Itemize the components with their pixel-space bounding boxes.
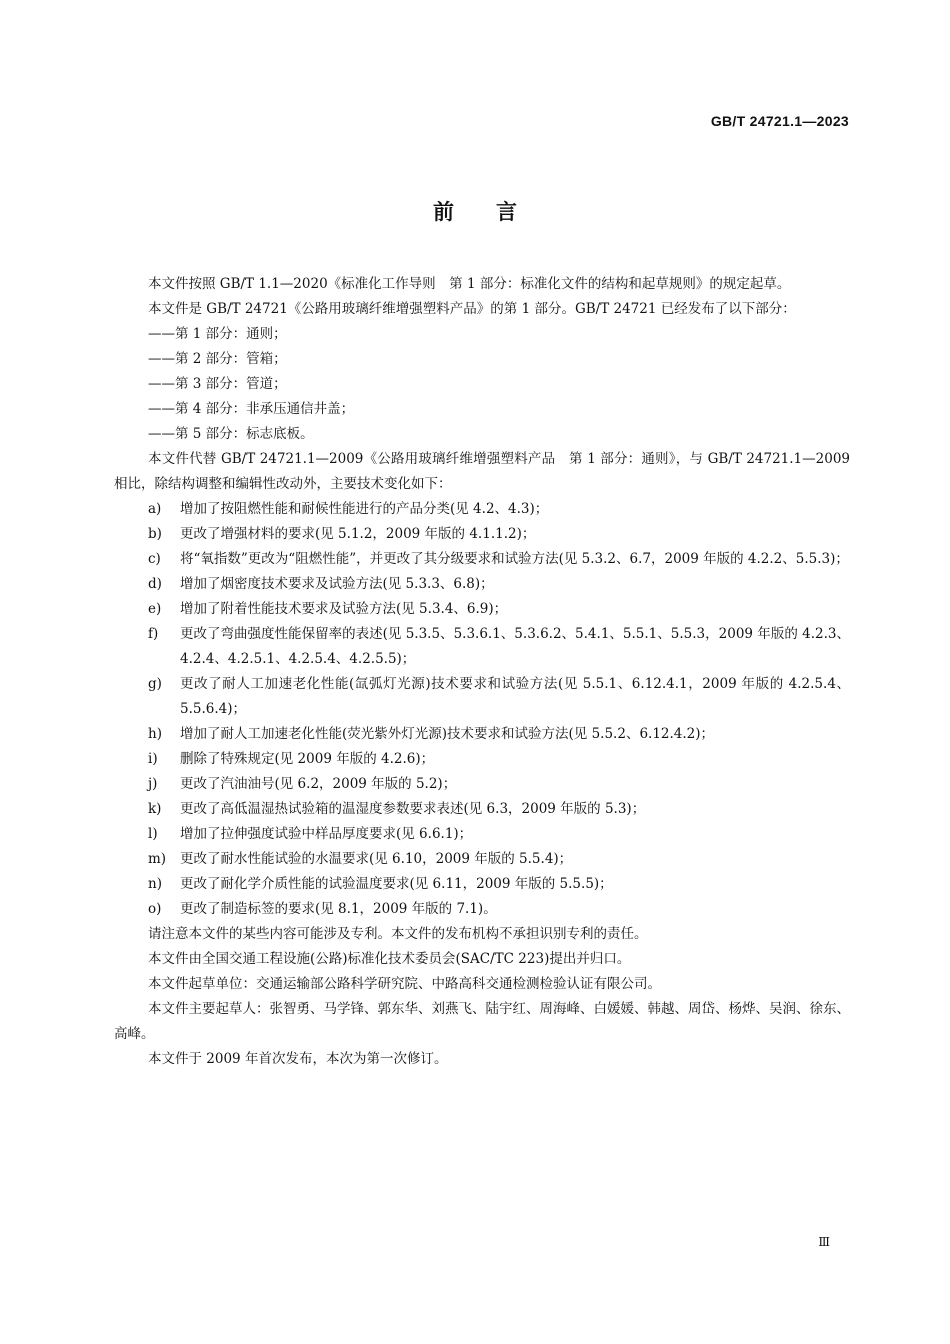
change-item-marker: c) — [148, 551, 161, 567]
change-item-marker: f) — [148, 626, 159, 642]
parts-list-item: ——第 2 部分：管箱； — [148, 351, 287, 367]
change-item-text: 更改了汽油油号(见 6.2，2009 年版的 5.2)； — [180, 776, 457, 792]
change-item-text: 增加了拉伸强度试验中样品厚度要求(见 6.6.1)； — [180, 826, 473, 842]
change-item-marker: o) — [148, 901, 162, 917]
foreword-body — [114, 272, 850, 1072]
change-item-text: 更改了耐化学介质性能的试验温度要求(见 6.11，2009 年版的 5.5.5)； — [180, 876, 613, 892]
changes-list — [114, 497, 850, 922]
page-title: 前言 — [433, 200, 559, 224]
change-item-text: 更改了耐水性能试验的水温要求(见 6.10，2009 年版的 5.5.4)； — [180, 851, 573, 867]
change-item-text: 更改了弯曲强度性能保留率的表述(见 5.3.5、5.3.6.1、5.3.6.2、5.4.1、5.5.1、5.5.3，2009 年版的 4.2.3、4.2.4、4.2.5.1、4.2.5.4、4.2.5.5)； — [180, 626, 850, 667]
change-item — [114, 897, 850, 922]
change-item-marker: d) — [148, 576, 162, 592]
change-item-marker: a) — [148, 501, 162, 517]
change-item-marker: n) — [148, 876, 162, 892]
intro-paragraph-2: 本文件是 GB/T 24721《公路用玻璃纤维增强塑料产品》的第 1 部分。GB/T 24721 已经发布了以下部分： — [148, 301, 796, 317]
page-number: Ⅲ — [818, 1235, 830, 1249]
change-item — [114, 872, 850, 897]
change-item-text: 增加了按阻燃性能和耐候性能进行的产品分类(见 4.2、4.3)； — [180, 501, 549, 517]
change-item-marker: l) — [148, 826, 158, 842]
change-item-marker: g) — [148, 676, 162, 692]
change-item-text: 更改了耐人工加速老化性能(氙弧灯光源)技术要求和试验方法(见 5.5.1、6.12.4.1，2009 年版的 4.2.5.4、5.5.6.4)； — [180, 676, 850, 717]
change-item-text: 更改了制造标签的要求(见 8.1，2009 年版的 7.1)。 — [180, 901, 497, 917]
intro-paragraph-1: 本文件按照 GB/T 1.1—2020《标准化工作导则 第 1 部分：标准化文件的结构和起草规则》的规定起草。 — [148, 276, 791, 292]
parts-list-item: ——第 1 部分：通则； — [148, 326, 287, 342]
change-item — [114, 572, 850, 597]
change-item — [114, 847, 850, 872]
change-item — [114, 722, 850, 747]
drafting-units-paragraph: 本文件起草单位：交通运输部公路科学研究院、中路高科交通检测检验认证有限公司。 — [148, 976, 661, 992]
change-item-marker: b) — [148, 526, 162, 542]
change-item-text: 将“氧指数”更改为“阻燃性能”，并更改了其分级要求和试验方法(见 5.3.2、6.7，2009 年版的 4.2.2、5.5.3)； — [180, 551, 849, 567]
change-item-text: 增加了烟密度技术要求及试验方法(见 5.3.3、6.8)； — [180, 576, 494, 592]
history-paragraph: 本文件于 2009 年首次发布，本次为第一次修订。 — [148, 1051, 448, 1067]
changes-intro-paragraph: 本文件代替 GB/T 24721.1—2009《公路用玻璃纤维增强塑料产品 第 1 部分：通则》，与 GB/T 24721.1—2009 相比，除结构调整和编辑性改动外，主要技术变化如下： — [114, 451, 850, 492]
parts-list-item: ——第 4 部分：非承压通信井盖； — [148, 401, 355, 417]
change-item — [114, 822, 850, 847]
change-item — [114, 522, 850, 547]
parts-list — [114, 322, 850, 447]
change-item-marker: j) — [148, 776, 158, 792]
change-item — [114, 672, 850, 722]
change-item-marker: i) — [148, 751, 158, 767]
change-item — [114, 797, 850, 822]
change-item-marker: k) — [148, 801, 162, 817]
change-item-text: 更改了增强材料的要求(见 5.1.2，2009 年版的 4.1.1.2)； — [180, 526, 536, 542]
change-item-marker: h) — [148, 726, 162, 742]
change-item-text: 增加了耐人工加速老化性能(荧光紫外灯光源)技术要求和试验方法(见 5.5.2、6.12.4.2)； — [180, 726, 715, 742]
patent-notice: 请注意本文件的某些内容可能涉及专利。本文件的发布机构不承担识别专利的责任。 — [148, 926, 648, 942]
change-item-marker: e) — [148, 601, 162, 617]
change-item-text: 增加了附着性能技术要求及试验方法(见 5.3.4、6.9)； — [180, 601, 508, 617]
change-item — [114, 747, 850, 772]
change-item — [114, 497, 850, 522]
change-item — [114, 597, 850, 622]
parts-list-item: ——第 3 部分：管道； — [148, 376, 287, 392]
change-item — [114, 547, 850, 572]
change-item-marker: m) — [148, 851, 167, 867]
proposed-by-paragraph: 本文件由全国交通工程设施(公路)标准化技术委员会(SAC/TC 223)提出并归口。 — [148, 951, 631, 967]
change-item-text: 删除了特殊规定(见 2009 年版的 4.2.6)； — [180, 751, 435, 767]
drafters-paragraph: 本文件主要起草人：张智勇、马学锋、郭东华、刘燕飞、陆宇红、周海峰、白媛媛、韩越、周岱、杨烨、吴润、徐东、高峰。 — [114, 1001, 850, 1042]
change-item — [114, 622, 850, 672]
change-item-text: 更改了高低温湿热试验箱的温湿度参数要求表述(见 6.3，2009 年版的 5.3)； — [180, 801, 646, 817]
parts-list-item: ——第 5 部分：标志底板。 — [148, 426, 314, 442]
change-item — [114, 772, 850, 797]
standard-code: GB/T 24721.1—2023 — [710, 113, 849, 129]
